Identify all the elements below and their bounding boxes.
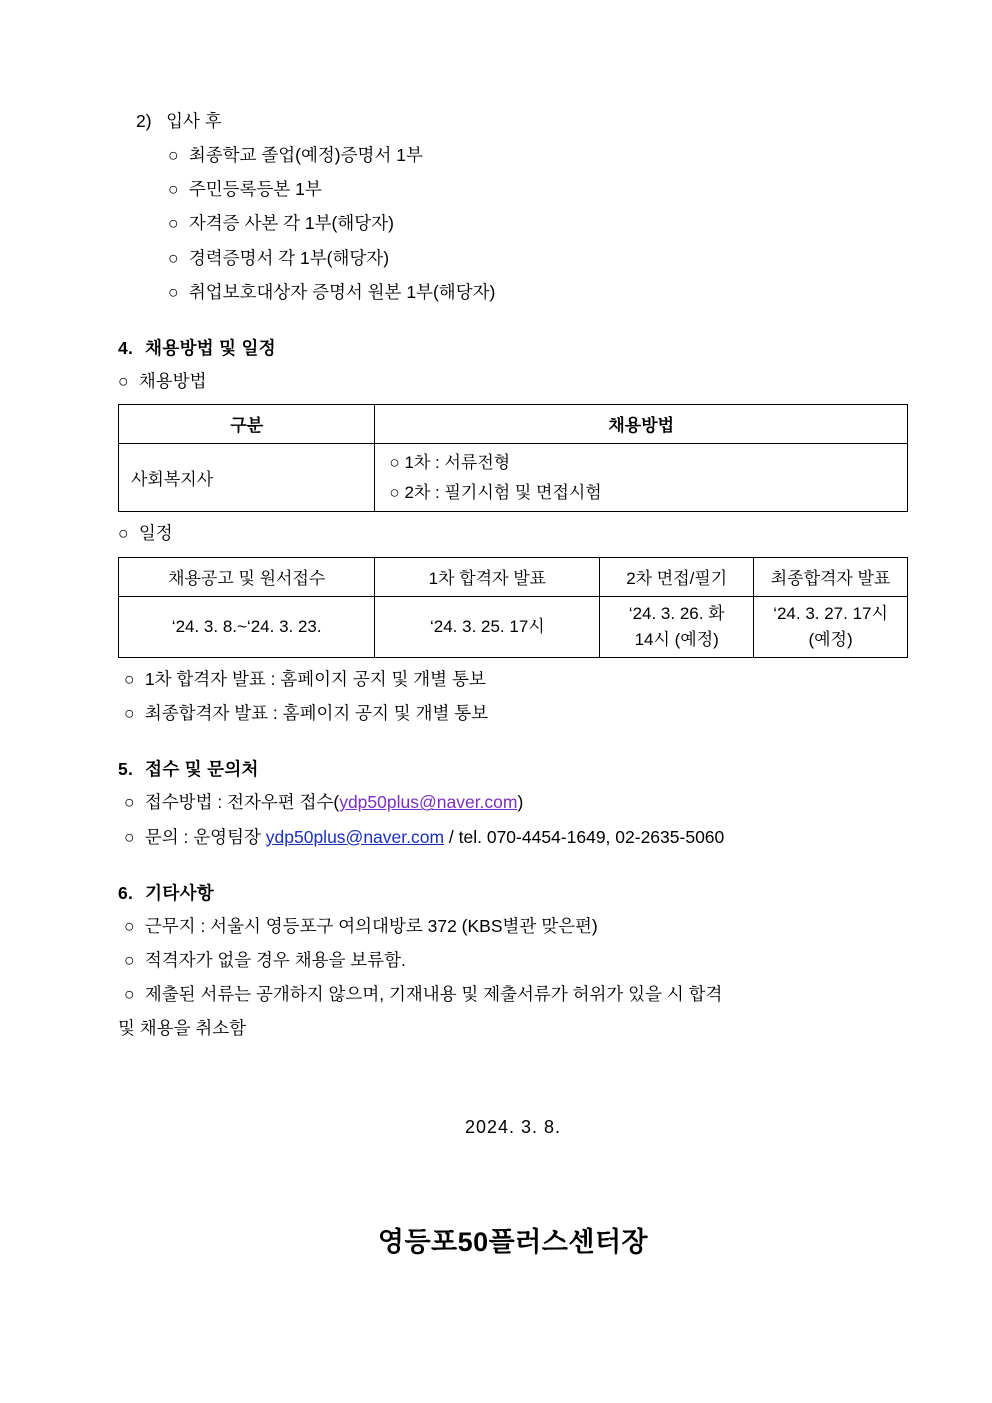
subsection-after-hire-heading [136, 104, 908, 138]
section-4-title: 채용방법 및 일정 [145, 337, 276, 358]
section-4-sub1-label: 채용방법 [138, 370, 207, 391]
table-row [119, 443, 908, 512]
circle-bullet-icon: ○ [124, 826, 135, 847]
subsection-number: 2) [136, 111, 152, 131]
cell-second-interview [600, 596, 754, 658]
application-email-link[interactable]: ydp50plus@naver.com [339, 792, 518, 813]
section-4-sub2-label-row [118, 516, 908, 550]
list-item-label: 취업보호대상자 증명서 원본 1부(해당자) [188, 281, 496, 302]
circle-bullet-icon: ○ [168, 145, 179, 166]
cell-second-interview-sub: 14시 (예정) [634, 629, 719, 649]
list-item-label: 경력증명서 각 1부(해당자) [188, 247, 390, 268]
method-step-1 [389, 448, 899, 478]
schedule-note-2 [124, 696, 908, 730]
section-4-sub2-label: 일정 [138, 523, 173, 544]
list-item [168, 275, 908, 309]
method-step-2-label: 2차 : 필기시험 및 면접시험 [404, 482, 602, 502]
circle-bullet-icon: ○ [118, 523, 129, 544]
column-header-final-result: 최종합격자 발표 [754, 557, 908, 596]
section-4-sub1-label-row [118, 364, 908, 398]
application-method-prefix: 접수방법 : 전자우편 접수( [144, 792, 340, 813]
column-header-first-result: 1차 합격자 발표 [375, 557, 600, 596]
circle-bullet-icon: ○ [124, 949, 135, 970]
method-step-2 [389, 478, 899, 508]
circle-bullet-icon: ○ [168, 213, 179, 234]
table-header-row [119, 557, 908, 596]
issuing-organization: 영등포50플러스센터장 [377, 1227, 649, 1258]
section-4-number: 4. [118, 337, 134, 358]
schedule-note-2-label: 최종합격자 발표 : 홈페이지 공지 및 개별 통보 [144, 703, 489, 724]
cell-second-interview-main: ‘24. 3. 26. 화 [628, 603, 725, 623]
column-header-category: 구분 [119, 404, 375, 443]
inquiry-prefix: 문의 : 운영팀장 [144, 826, 266, 847]
circle-bullet-icon: ○ [124, 792, 135, 813]
circle-bullet-icon: ○ [168, 179, 179, 200]
method-step-1-label: 1차 : 서류전형 [404, 452, 511, 472]
inquiry-email-link[interactable]: ydp50plus@naver.com [265, 826, 445, 847]
column-header-second-interview: 2차 면접/필기 [600, 557, 754, 596]
list-item [168, 206, 908, 240]
circle-bullet-icon: ○ [124, 983, 135, 1004]
other-note-3-continuation: 및 채용을 취소함 [118, 1018, 247, 1039]
list-item-label: 최종학교 졸업(예정)증명서 1부 [188, 145, 423, 166]
document-date: 2024. 3. 8. [464, 1117, 562, 1138]
section-6-heading [118, 880, 908, 905]
schedule-note-1 [124, 662, 908, 696]
other-note-1-label: 근무지 : 서울시 영등포구 여의대방로 372 (KBS별관 맞은편) [144, 915, 598, 936]
circle-bullet-icon: ○ [124, 915, 135, 936]
table-row [119, 596, 908, 658]
circle-bullet-icon: ○ [168, 281, 179, 302]
circle-bullet-icon: ○ [389, 452, 400, 472]
cell-posting-period [119, 596, 375, 658]
section-5-number: 5. [118, 759, 134, 780]
schedule-note-1-label: 1차 합격자 발표 : 홈페이지 공지 및 개별 통보 [144, 669, 486, 690]
inquiry-suffix: / tel. 070-4454-1649, 02-2635-5060 [444, 826, 725, 847]
circle-bullet-icon: ○ [124, 669, 135, 690]
list-item [168, 138, 908, 172]
column-header-posting-period: 채용공고 및 원서접수 [119, 557, 375, 596]
circle-bullet-icon: ○ [168, 247, 179, 268]
other-note-2 [124, 943, 908, 977]
cell-first-result [375, 596, 600, 658]
other-note-2-label: 적격자가 없을 경우 채용을 보류함. [144, 949, 406, 970]
list-item [168, 172, 908, 206]
cell-posting-period-main: ‘24. 3. 8.~‘24. 3. 23. [171, 616, 322, 636]
column-header-method: 채용방법 [375, 404, 908, 443]
list-item [168, 241, 908, 275]
recruitment-schedule-table [118, 557, 908, 659]
cell-final-result [754, 596, 908, 658]
recruitment-method-table [118, 404, 908, 513]
circle-bullet-icon: ○ [118, 370, 129, 391]
circle-bullet-icon: ○ [389, 482, 400, 502]
cell-first-result-main: ‘24. 3. 25. 17시 [429, 616, 545, 636]
section-6-number: 6. [118, 882, 134, 903]
list-item-label: 주민등록등본 1부 [188, 179, 322, 200]
table-header-row [119, 404, 908, 443]
cell-final-result-sub: (예정) [808, 629, 853, 649]
list-item-label: 자격증 사본 각 1부(해당자) [188, 213, 394, 234]
inquiry-row [124, 820, 908, 854]
cell-method-value [375, 443, 908, 512]
application-method-row [124, 785, 908, 819]
application-method-suffix: ) [517, 792, 524, 813]
section-4-heading [118, 335, 908, 360]
cell-category-value: 사회복지사 [119, 443, 375, 512]
subsection-title: 입사 후 [166, 111, 222, 131]
other-note-3-label: 제출된 서류는 공개하지 않으며, 기재내용 및 제출서류가 허위가 있을 시 합격 [144, 983, 723, 1004]
circle-bullet-icon: ○ [124, 703, 135, 724]
section-6-title: 기타사항 [145, 882, 214, 903]
document-content [118, 104, 908, 1259]
section-5-heading [118, 756, 908, 781]
cell-final-result-main: ‘24. 3. 27. 17시 [773, 603, 888, 623]
other-note-3 [124, 977, 908, 1011]
section-5-title: 접수 및 문의처 [145, 759, 259, 780]
other-note-1 [124, 909, 908, 943]
